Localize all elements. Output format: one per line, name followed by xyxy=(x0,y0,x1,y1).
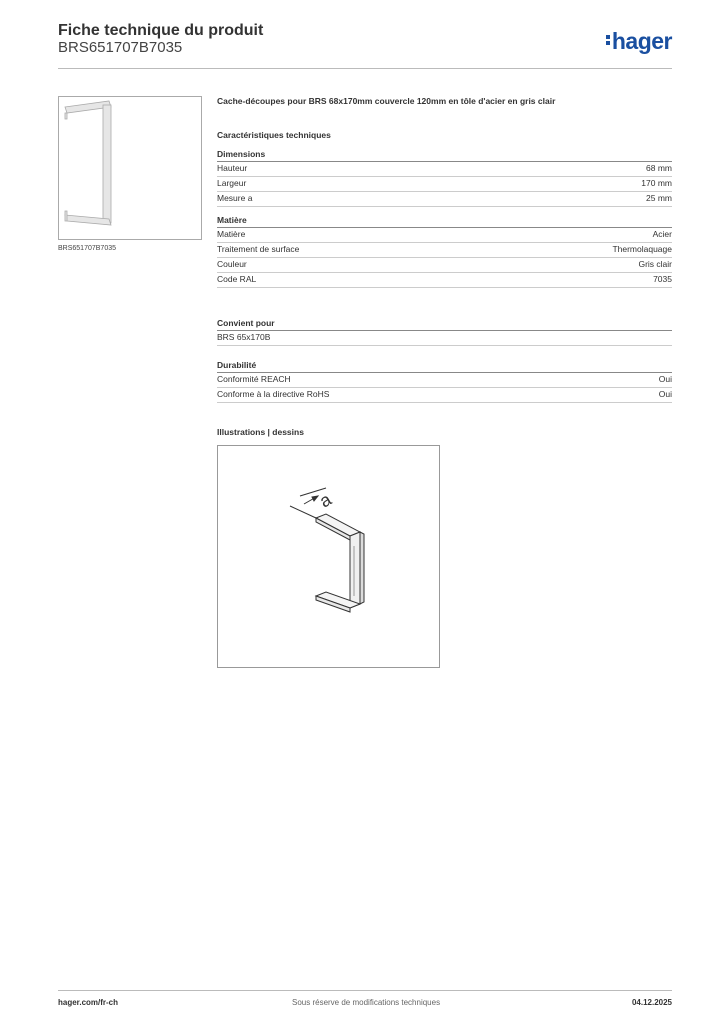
spec-label: Conforme à la directive RoHS xyxy=(217,389,330,399)
spec-label: Couleur xyxy=(217,259,247,269)
spec-value: Oui xyxy=(658,374,672,384)
product-thumbnail-drawing xyxy=(59,97,201,239)
spec-row xyxy=(217,228,672,243)
spec-label: Conformité REACH xyxy=(217,374,291,384)
tech-heading: Caractéristiques techniques xyxy=(217,130,331,140)
product-reference: BRS651707B7035 xyxy=(58,39,183,56)
group-title: Convient pour xyxy=(217,318,672,331)
spec-value: Thermolaquage xyxy=(612,244,672,254)
footer-divider xyxy=(58,990,672,991)
spec-row xyxy=(217,162,672,177)
header-divider xyxy=(58,68,672,69)
spec-row xyxy=(217,388,672,403)
spec-row xyxy=(217,177,672,192)
spec-row xyxy=(217,243,672,258)
spec-label: Matière xyxy=(217,229,246,239)
spec-value: 7035 xyxy=(653,274,672,284)
group-dimensions xyxy=(217,149,672,207)
hager-logo[interactable] xyxy=(606,28,672,55)
spec-row xyxy=(217,273,672,288)
page-title: Fiche technique du produit xyxy=(58,22,264,39)
dimension-a-label: a xyxy=(316,489,335,512)
footer-date: 04.12.2025 xyxy=(631,998,672,1007)
illustrations-title: Illustrations | dessins xyxy=(217,427,304,437)
spec-label: Hauteur xyxy=(217,163,248,173)
spec-label: BRS 65x170B xyxy=(217,332,271,342)
product-description: Cache-découpes pour BRS 68x170mm couvercle 120mm en tôle d'acier en gris clair xyxy=(217,96,556,106)
main-content xyxy=(217,96,672,668)
spec-label: Code RAL xyxy=(217,274,257,284)
thumbnail-caption: BRS651707B7035 xyxy=(58,245,116,252)
logo-dots-icon xyxy=(606,33,610,47)
section-spacer xyxy=(217,296,672,318)
group-title: Matière xyxy=(217,215,672,228)
cover-drawing xyxy=(218,446,439,667)
group-material xyxy=(217,215,672,288)
spec-value: 170 mm xyxy=(641,178,672,188)
group-title: Dimensions xyxy=(217,149,672,162)
group-durability xyxy=(217,360,672,403)
footer-website-link[interactable]: hager.com/fr-ch xyxy=(58,998,119,1007)
spec-value: Acier xyxy=(652,229,672,239)
footer-notice: Sous réserve de modifications techniques xyxy=(292,998,441,1007)
spec-value: 25 mm xyxy=(646,193,672,203)
illustration-drawing xyxy=(217,445,440,668)
group-title: Durabilité xyxy=(217,360,672,373)
spec-value: 68 mm xyxy=(646,163,672,173)
spec-value: Gris clair xyxy=(638,259,672,269)
group-compatible xyxy=(217,318,672,346)
spec-row xyxy=(217,258,672,273)
spec-row xyxy=(217,373,672,388)
spec-label: Traitement de surface xyxy=(217,244,300,254)
spec-label: Mesure a xyxy=(217,193,253,203)
spec-label: Largeur xyxy=(217,178,247,188)
spec-row xyxy=(217,192,672,207)
logo-text: hager xyxy=(611,28,672,54)
spec-value: Oui xyxy=(658,389,672,399)
spec-row xyxy=(217,331,672,346)
product-thumbnail xyxy=(58,96,202,240)
